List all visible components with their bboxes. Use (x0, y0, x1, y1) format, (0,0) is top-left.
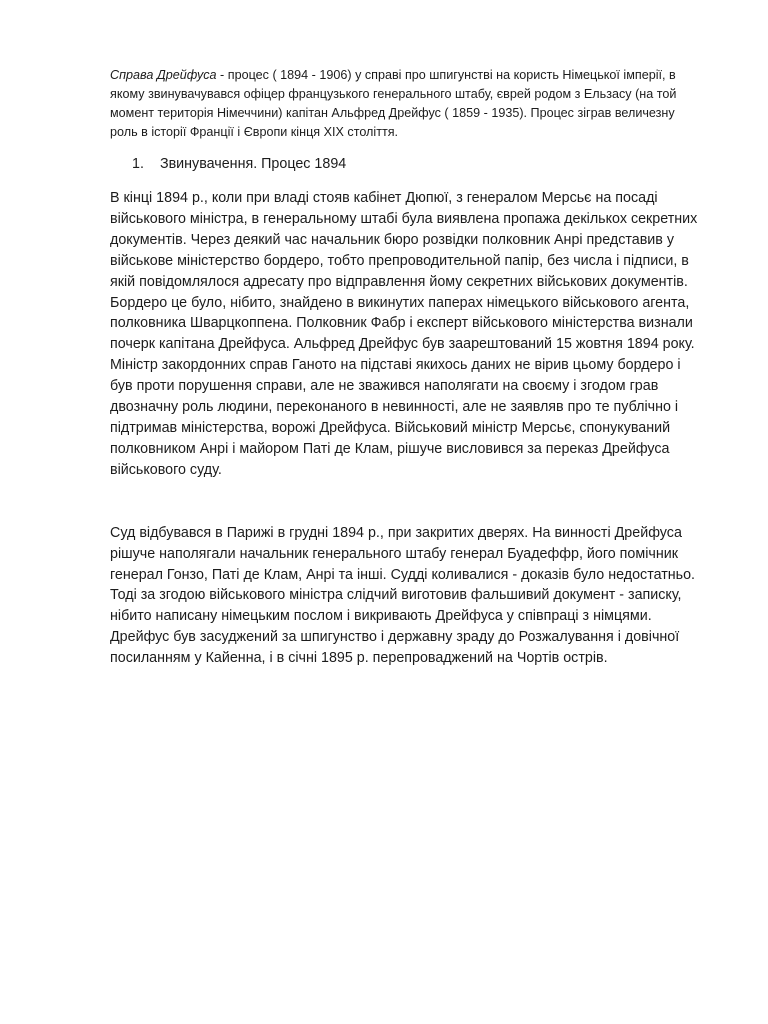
intro-term: Справа Дрейфуса (110, 68, 217, 82)
section-title: Звинувачення. Процес 1894 (159, 156, 347, 172)
intro-paragraph (110, 66, 700, 142)
intro-text: - процес ( 1894 - 1906) у справі про шпигунстві на користь Німецької імперії, в якому звинувачувався офіцер французького генерального штабу, єврей родом з Ельзасу (на той момент територія Німеччини) капітан Альфред Дрейфус ( 1859 - 1935). Процес зіграв величезну роль в історії Франції і Європи кінця XIX століття. (110, 68, 677, 139)
body-paragraph-2: Суд відбувався в Парижі в грудні 1894 р., при закритих дверях. На винності Дрейфуса рішуче наполягали начальник генерального штабу генерал Буадеффр, його помічник генерал Гонзо, Паті де Клам, Анрі та інші. Судді коливалися - доказів було недостатньо. Тоді за згодою військового міністра слідчий виготовив фальшивий документ - записку, нібито написану німецьким послом і викривають Дрейфуса у співпраці з німцями. Дрейфус був засуджений за шпигунство і державну зраду до Розжалування і довічної посиланням у Кайенна, і в січні 1895 р. перепроваджений на Чортів острів. (110, 524, 696, 667)
body-paragraph-1: В кінці 1894 р., коли при владі стояв кабінет Дюпюї, з генералом Мерсьє на посаді військового міністра, в генеральному штабі була виявлена пропажа декількох секретних документів. Через деякий час начальник бюро розвідки полковник Анрі представив у військове міністерство бордеро, тобто препроводительной папір, без числа і підписи, в якій повідомлялося адресату про відправлення йому секретних військових документів. Бордеро це було, нібито, знайдено в викинутих паперах німецького військового агента, полковника Шварцкоппена. Полковник Фабр і експерт військового міністерства визнали почерк капітана Дрейфуса. Альфред Дрейфус був заарештований 15 жовтня 1894 року. Міністр закордонних справ Ганото на підставі якихось даних не вірив цьому бордеро і був проти порушення справи, але не зважився наполягати на своєму і згодом грав двозначну роль людини, переконаного в невинності, але не заявляв про те публічно і підтримав міністерства, ворожі Дрейфуса. Військовий міністр Мерсьє, спонукуваний полковником Анрі і майором Паті де Клам, рішуче висловився за переказ Дрейфуса військового суду. (110, 190, 698, 478)
document-page (110, 66, 700, 669)
section-heading (110, 154, 700, 174)
section-number: 1. (132, 156, 144, 172)
